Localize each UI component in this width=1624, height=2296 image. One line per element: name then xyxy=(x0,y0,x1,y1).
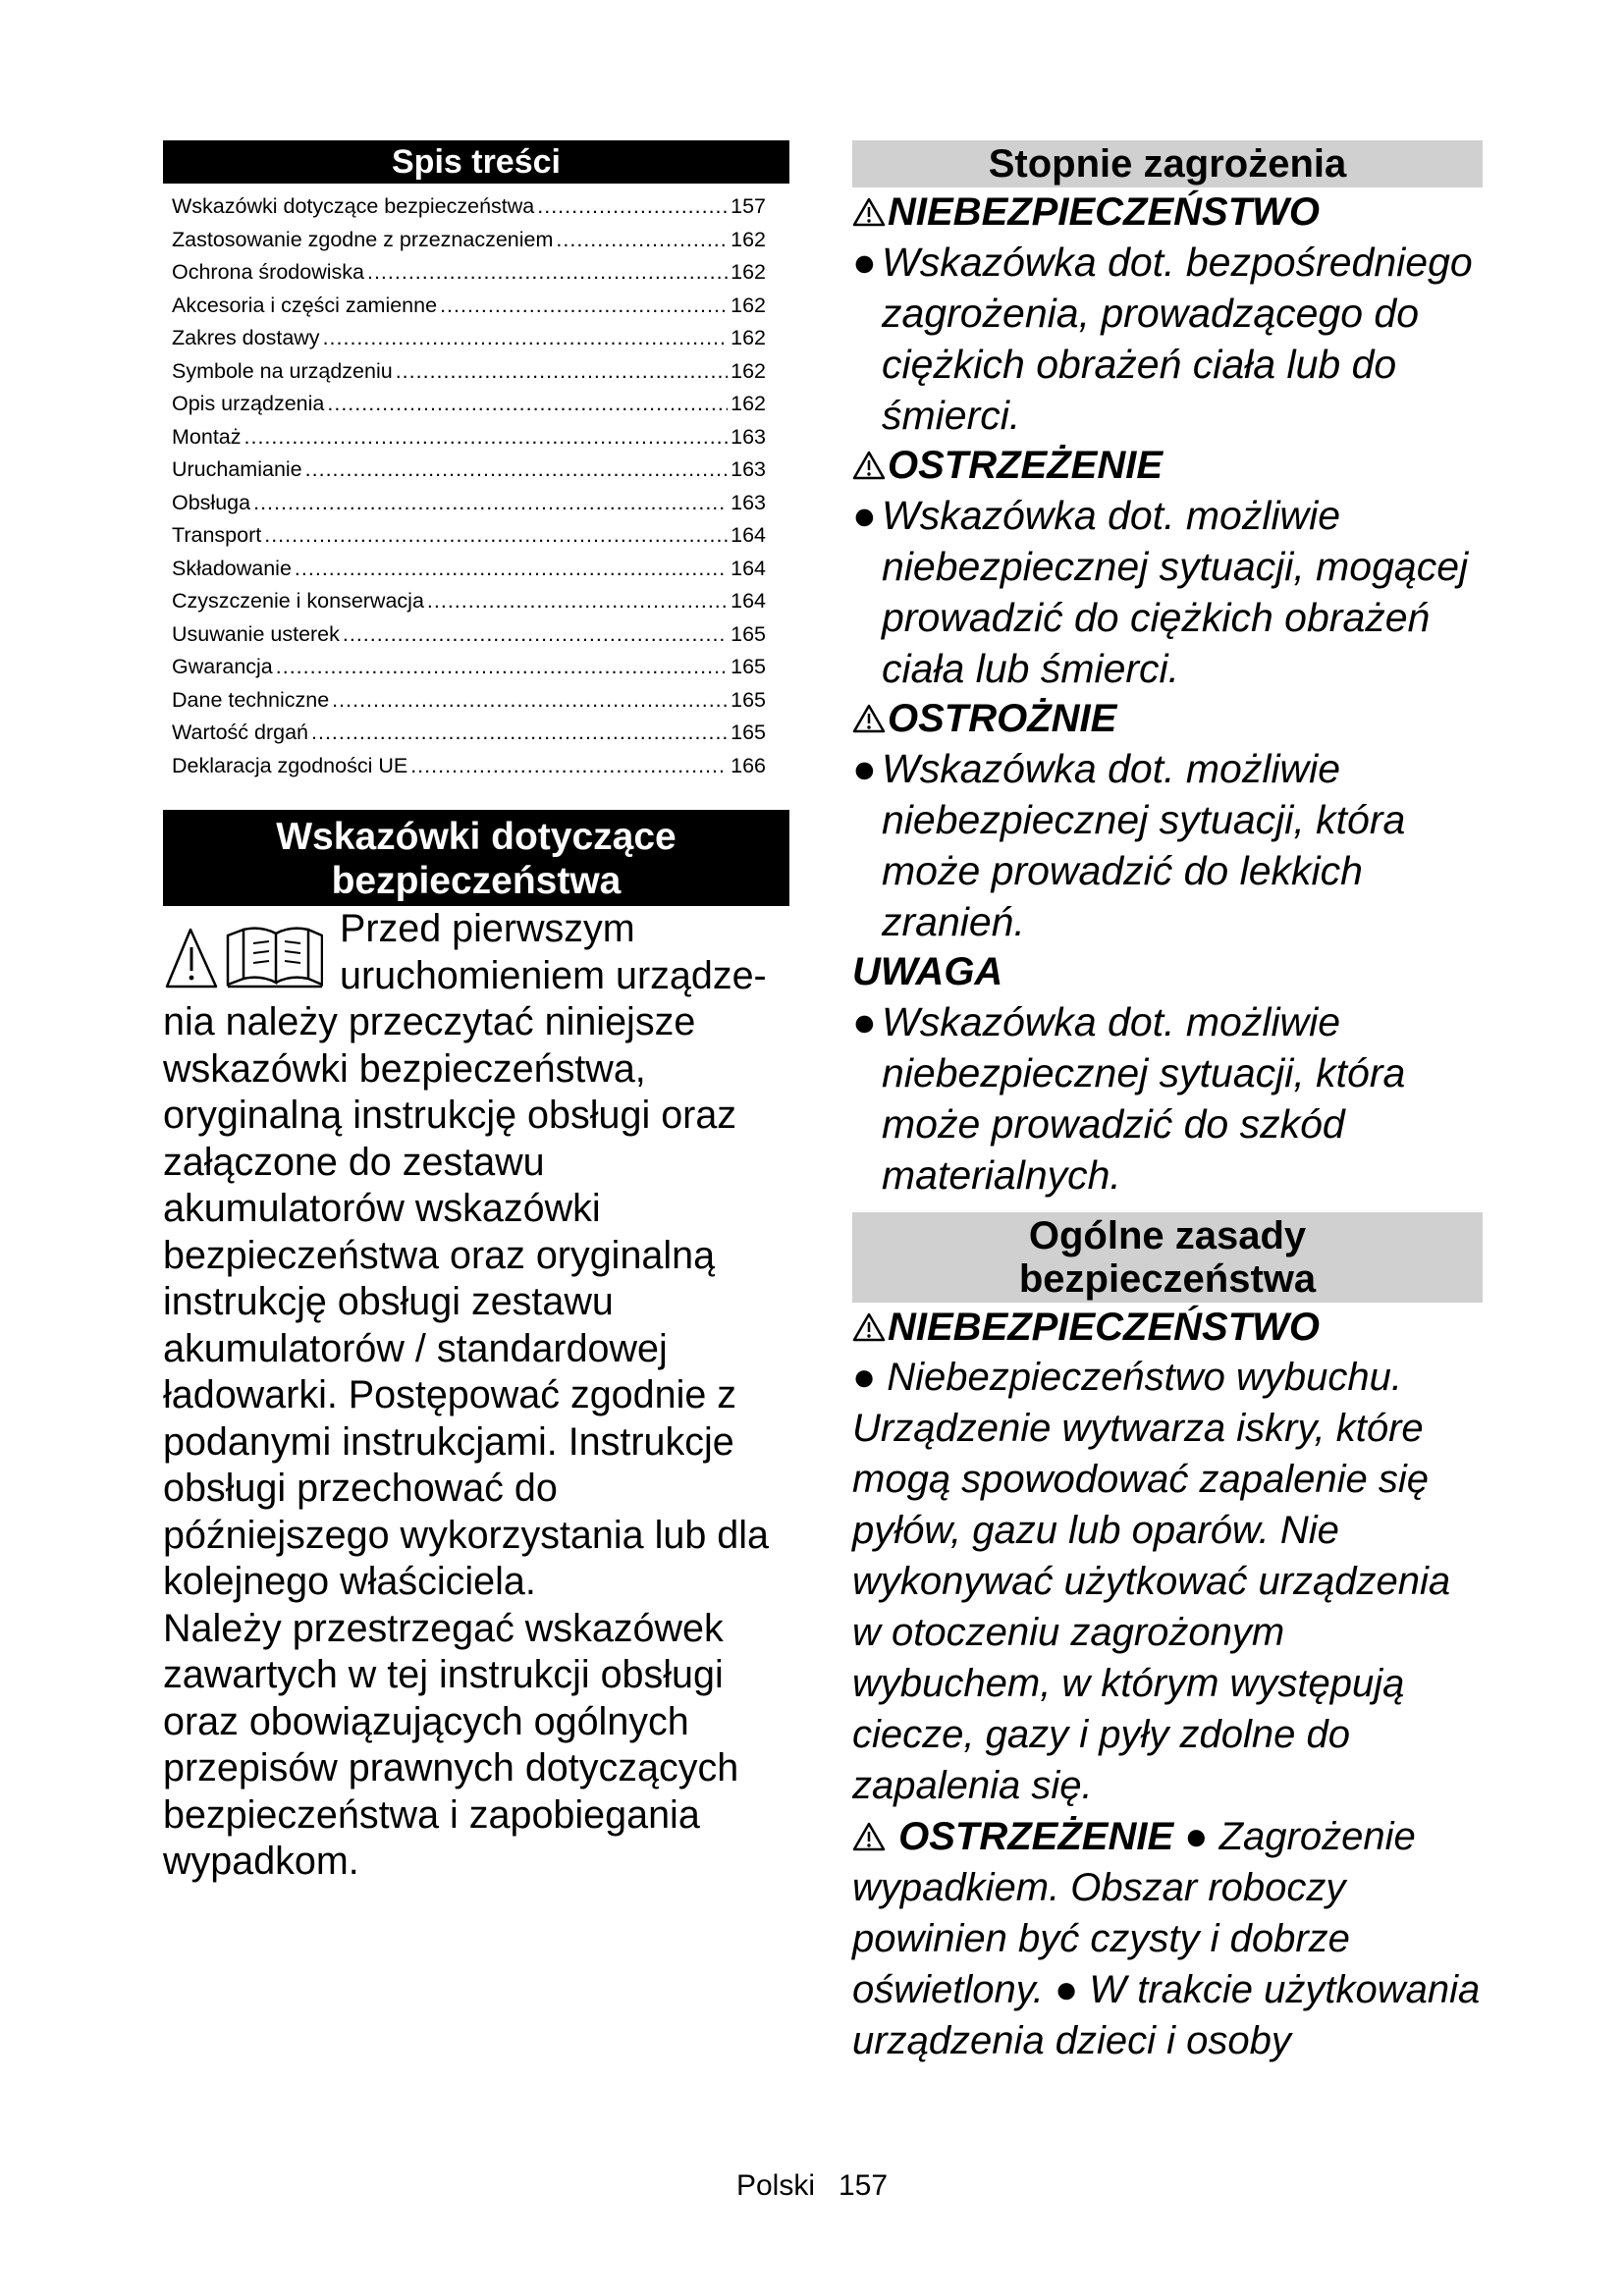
notice-description: ● Wskazówka dot. możliwie niebezpiecznej sytuacji, która może prowadzić do szkód materialnych. xyxy=(852,999,1406,1198)
intro-paragraph: nia należy przeczytać niniejsze wskazówki bezpieczeństwa, oryginalną instrukcję obsługi oraz załączone do zestawu akumulatorów wskazówki bezpieczeństwa oraz oryginalną instrukcję obsługi zestawu akumulatorów / standardowej ładowarki. Postępować zgodnie z podanymi instrukcjami. Instrukcje obsługi przechować do późniejszego wykorzystania lub dla kolejnego właściciela. xyxy=(163,1000,769,1603)
toc-item[interactable]: Opis urządzenia ..... 162 xyxy=(163,388,789,421)
table-of-contents xyxy=(163,190,789,782)
toc-item[interactable]: Zakres dostawy ..... 162 xyxy=(163,322,789,355)
page-footer xyxy=(0,2169,1624,2203)
right-column xyxy=(852,140,1483,2066)
toc-item[interactable]: Wskazówki dotyczące bezpieczeństwa ..... 157 xyxy=(163,190,789,224)
warning-triangle-icon xyxy=(852,1311,886,1343)
warning-signal: OSTRZEŻENIE xyxy=(852,441,1483,490)
toc-item[interactable]: Montaż ..... 163 xyxy=(163,421,789,454)
footer-language: Polski xyxy=(735,2169,815,2202)
left-column xyxy=(163,140,789,1886)
toc-item[interactable]: Gwarancja ..... 165 xyxy=(163,651,789,684)
warning-and-manual-icon xyxy=(163,926,323,990)
caution-description: ● Wskazówka dot. możliwie niebezpiecznej sytuacji, która może prowadzić do lekkich zranień. xyxy=(852,746,1406,944)
general-safety-heading: Ogólne zasady bezpieczeństwa xyxy=(852,1212,1483,1303)
toc-item[interactable]: Składowanie ..... 164 xyxy=(163,553,789,586)
compliance-paragraph: Należy przestrzegać wskazówek zawartych w tej instrukcji obsługi oraz obowiązujących ogólnych przepisów prawnych dotyczących bezpieczeństwa i zapobiegania wypadkom. xyxy=(163,1606,739,1883)
toc-item[interactable]: Usuwanie usterek ..... 165 xyxy=(163,618,789,652)
toc-item[interactable]: Obsługa ..... 163 xyxy=(163,487,789,520)
toc-item[interactable]: Ochrona środowiska ..... 162 xyxy=(163,256,789,290)
accident-hazard-text: OSTRZEŻENIE ● Zagrożenie wypadkiem. Obszar roboczy powinien być czysty i dobrze oświetlony. ● W trakcie użytkowania urządzenia dzieci i osoby xyxy=(852,1815,1481,2062)
toc-item[interactable]: Deklaracja zgodności UE ..... 166 xyxy=(163,750,789,783)
toc-item[interactable]: Wartość drgań ..... 165 xyxy=(163,717,789,750)
toc-item[interactable]: Dane techniczne ..... 165 xyxy=(163,684,789,718)
toc-title: Spis treści xyxy=(163,140,789,184)
toc-item[interactable]: Czyszczenie i konserwacja ..... 164 xyxy=(163,585,789,618)
warning-triangle-icon xyxy=(852,196,886,228)
notice-signal: UWAGA xyxy=(852,950,1003,993)
hazard-levels-heading: Stopnie zagrożenia xyxy=(852,140,1483,187)
toc-item[interactable]: Uruchamianie ..... 163 xyxy=(163,454,789,487)
warning-triangle-icon xyxy=(852,450,886,481)
safety-intro xyxy=(163,906,789,1886)
toc-item[interactable]: Akcesoria i części zamienne ..... 162 xyxy=(163,290,789,323)
toc-item[interactable]: Transport ..... 164 xyxy=(163,519,789,553)
warning-triangle-icon xyxy=(852,1821,886,1852)
safety-heading: Wskazówki dotyczące bezpieczeństwa xyxy=(163,810,789,906)
toc-item[interactable]: Zastosowanie zgodne z przeznaczeniem ..... 162 xyxy=(163,224,789,257)
danger-signal: NIEBEZPIECZEŃSTWO xyxy=(852,187,1483,237)
toc-item[interactable]: Symbole na urządzeniu ..... 162 xyxy=(163,355,789,389)
caution-signal: OSTROŻNIE xyxy=(852,694,1483,743)
general-danger-signal: NIEBEZPIECZEŃSTWO xyxy=(852,1303,1483,1352)
danger-description: ● Wskazówka dot. bezpośredniego zagrożenia, prowadzącego do ciężkich obrażeń ciała lub do śmierci. xyxy=(852,240,1473,438)
explosion-hazard-text: ● Niebezpieczeństwo wybuchu. Urządzenie wytwarza iskry, które mogą spowodować zapalenie się pyłów, gazu lub oparów. Nie wykonywać użytkować urządzenia w otoczeniu zagrożonym wybuchem, w którym występują ciecze, gazy i pyły zdolne do zapalenia się. xyxy=(852,1356,1451,1807)
intro-lead: Przed pierwszym uruchomieniem urządze- xyxy=(340,907,767,997)
page-number: 157 xyxy=(838,2169,889,2202)
warning-description: ● Wskazówka dot. możliwie niebezpiecznej sytuacji, mogącej prowadzić do ciężkich obrażeń ciała lub śmierci. xyxy=(852,493,1469,691)
warning-triangle-icon xyxy=(852,703,886,734)
